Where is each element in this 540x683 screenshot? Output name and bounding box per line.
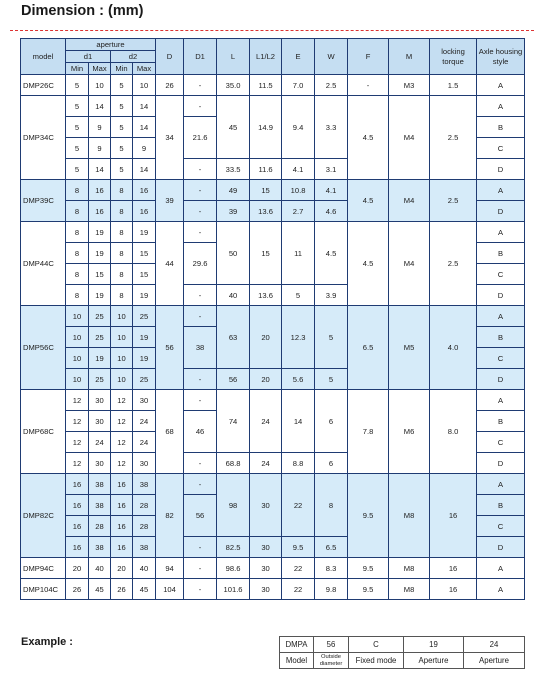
d2-max-cell: 19 [133,327,156,348]
d1-max-cell: 30 [89,411,111,432]
D-cell: 104 [156,579,184,600]
header-E: E [282,39,315,75]
D-cell: 39 [156,180,184,222]
W-cell: 6 [315,390,348,453]
model-cell: DMP82C [21,474,66,558]
axle-housing-style-cell: A [477,222,525,243]
axle-housing-style-cell: A [477,579,525,600]
d1-max-cell: 9 [89,138,111,159]
D1-cell: - [184,180,217,201]
F-cell: 4.5 [348,180,389,222]
axle-housing-style-cell: A [477,180,525,201]
d1-max-cell: 19 [89,285,111,306]
d1-min-cell: 5 [66,159,89,180]
axle-housing-style-cell: D [477,369,525,390]
header-model: model [21,39,66,75]
axle-housing-style-cell: C [477,264,525,285]
D-cell: 68 [156,390,184,474]
E-cell: 8.8 [282,453,315,474]
E-cell: 14 [282,390,315,453]
locking-torque-cell: 2.5 [430,222,477,306]
W-cell: 8 [315,474,348,537]
L-cell: 33.5 [217,159,250,180]
M-cell: M8 [389,558,430,579]
d2-min-cell: 10 [111,348,133,369]
d1-max-cell: 28 [89,516,111,537]
d1-min-cell: 10 [66,327,89,348]
E-cell: 7.0 [282,75,315,96]
d1-max-cell: 10 [89,75,111,96]
F-cell: 9.5 [348,558,389,579]
F-cell: 7.8 [348,390,389,474]
table-row [21,306,525,327]
example-value: C [349,637,404,653]
d2-max-cell: 15 [133,243,156,264]
d2-min-cell: 5 [111,159,133,180]
d2-min-cell: 16 [111,495,133,516]
d2-min-cell: 16 [111,537,133,558]
d2-max-cell: 19 [133,348,156,369]
L-cell: 74 [217,390,250,453]
d2-max-cell: 38 [133,537,156,558]
d1-min-cell: 12 [66,453,89,474]
M-cell: M4 [389,222,430,306]
axle-housing-style-cell: A [477,558,525,579]
d2-max-cell: 16 [133,201,156,222]
header-W: W [315,39,348,75]
d2-min-cell: 12 [111,453,133,474]
d1-max-cell: 19 [89,243,111,264]
d2-min-cell: 5 [111,117,133,138]
d2-max-cell: 24 [133,411,156,432]
d2-min-cell: 26 [111,579,133,600]
L-cell: 49 [217,180,250,201]
d2-max-cell: 30 [133,453,156,474]
axle-housing-style-cell: B [477,243,525,264]
axle-housing-style-cell: B [477,411,525,432]
locking-torque-cell: 2.5 [430,180,477,222]
d1-min-cell: 16 [66,516,89,537]
d2-max-cell: 16 [133,180,156,201]
d1-min-cell: 8 [66,285,89,306]
L-cell: 45 [217,96,250,159]
example-value: 56 [314,637,349,653]
header-locking-torque: locking torque [430,39,477,75]
F-cell: 9.5 [348,579,389,600]
d1-min-cell: 10 [66,306,89,327]
d1-max-cell: 16 [89,201,111,222]
d1-max-cell: 15 [89,264,111,285]
d1-max-cell: 14 [89,159,111,180]
d1-min-cell: 10 [66,348,89,369]
d1-max-cell: 14 [89,96,111,117]
L-cell: 68.8 [217,453,250,474]
axle-housing-style-cell: A [477,96,525,117]
axle-housing-style-cell: B [477,495,525,516]
d1-min-cell: 16 [66,537,89,558]
L-cell: 50 [217,222,250,285]
locking-torque-cell: 4.0 [430,306,477,390]
d2-max-cell: 9 [133,138,156,159]
d1-min-cell: 12 [66,411,89,432]
D-cell: 34 [156,96,184,180]
F-cell: 4.5 [348,222,389,306]
L-cell: 56 [217,369,250,390]
d1-max-cell: 30 [89,390,111,411]
page-title: Dimension : (mm) [21,3,144,19]
D-cell: 44 [156,222,184,306]
L-cell: 63 [217,306,250,369]
model-cell: DMP39C [21,180,66,222]
E-cell: 10.8 [282,180,315,201]
locking-torque-cell: 16 [430,579,477,600]
L-cell: 98.6 [217,558,250,579]
d1-max-cell: 19 [89,348,111,369]
example-label: Example : [21,636,73,648]
d1-max-cell: 9 [89,117,111,138]
M-cell: M3 [389,75,430,96]
W-cell: 9.8 [315,579,348,600]
M-cell: M4 [389,96,430,180]
E-cell: 22 [282,474,315,537]
table-row [21,474,525,495]
d1-min-cell: 26 [66,579,89,600]
d2-max-cell: 25 [133,369,156,390]
W-cell: 6.5 [315,537,348,558]
D1-cell: - [184,579,217,600]
L1L2-cell: 30 [250,558,282,579]
D1-cell: - [184,285,217,306]
d1-max-cell: 24 [89,432,111,453]
L1L2-cell: 15 [250,180,282,201]
d1-min-cell: 10 [66,369,89,390]
dimension-table [20,38,525,600]
d1-max-cell: 19 [89,222,111,243]
axle-housing-style-cell: D [477,159,525,180]
D1-cell: - [184,369,217,390]
D-cell: 82 [156,474,184,558]
header-axle-housing-style: Axle housing style [477,39,525,75]
M-cell: M5 [389,306,430,390]
D1-cell: 29.6 [184,243,217,285]
d2-min-cell: 20 [111,558,133,579]
example-value: DMPA [280,637,314,653]
d2-max-cell: 24 [133,432,156,453]
L-cell: 101.6 [217,579,250,600]
d1-max-cell: 25 [89,327,111,348]
d1-min-cell: 8 [66,243,89,264]
d1-min-cell: 5 [66,117,89,138]
d2-min-cell: 5 [111,75,133,96]
d2-min-cell: 12 [111,432,133,453]
d2-max-cell: 19 [133,285,156,306]
d1-max-cell: 30 [89,453,111,474]
L1L2-cell: 24 [250,453,282,474]
L1L2-cell: 13.6 [250,285,282,306]
F-cell: 9.5 [348,474,389,558]
header-d1-max: Max [89,63,111,75]
d2-min-cell: 8 [111,264,133,285]
header-d1: d1 [66,51,111,63]
d1-min-cell: 12 [66,432,89,453]
d1-min-cell: 20 [66,558,89,579]
E-cell: 5.6 [282,369,315,390]
table-row [21,75,525,96]
D1-cell: 38 [184,327,217,369]
d2-max-cell: 28 [133,495,156,516]
axle-housing-style-cell: B [477,327,525,348]
d1-min-cell: 16 [66,495,89,516]
d1-min-cell: 5 [66,96,89,117]
D1-cell: - [184,201,217,222]
L1L2-cell: 20 [250,306,282,369]
d1-min-cell: 8 [66,201,89,222]
W-cell: 6 [315,453,348,474]
d1-min-cell: 5 [66,75,89,96]
axle-housing-style-cell: C [477,516,525,537]
M-cell: M8 [389,579,430,600]
W-cell: 5 [315,369,348,390]
table-row [21,180,525,201]
F-cell: 4.5 [348,96,389,180]
D-cell: 56 [156,306,184,390]
E-cell: 2.7 [282,201,315,222]
d2-max-cell: 10 [133,75,156,96]
E-cell: 5 [282,285,315,306]
example-caption: Aperture [464,653,525,669]
E-cell: 22 [282,579,315,600]
D1-cell: - [184,159,217,180]
W-cell: 5 [315,306,348,369]
model-cell: DMP104C [21,579,66,600]
D1-cell: 21.6 [184,117,217,159]
W-cell: 4.6 [315,201,348,222]
d2-min-cell: 16 [111,516,133,537]
L1L2-cell: 13.6 [250,201,282,222]
D-cell: 94 [156,558,184,579]
E-cell: 22 [282,558,315,579]
E-cell: 12.3 [282,306,315,369]
locking-torque-cell: 16 [430,558,477,579]
d1-min-cell: 8 [66,222,89,243]
header-aperture: aperture [66,39,156,51]
axle-housing-style-cell: B [477,117,525,138]
model-cell: DMP34C [21,96,66,180]
header-D1: D1 [184,39,217,75]
example-caption: Aperture [404,653,464,669]
axle-housing-style-cell: A [477,75,525,96]
table-row [21,390,525,411]
axle-housing-style-cell: D [477,537,525,558]
L1L2-cell: 20 [250,369,282,390]
model-cell: DMP26C [21,75,66,96]
table-row [21,96,525,117]
L1L2-cell: 30 [250,537,282,558]
example-value: 24 [464,637,525,653]
M-cell: M8 [389,474,430,558]
locking-torque-cell: 1.5 [430,75,477,96]
L-cell: 82.5 [217,537,250,558]
F-cell: 6.5 [348,306,389,390]
example-caption: Fixed mode [349,653,404,669]
d2-min-cell: 10 [111,327,133,348]
header-d2-min: Min [111,63,133,75]
W-cell: 4.5 [315,222,348,285]
table-row [21,579,525,600]
d1-max-cell: 38 [89,495,111,516]
axle-housing-style-cell: A [477,306,525,327]
L1L2-cell: 11.6 [250,159,282,180]
L1L2-cell: 30 [250,474,282,537]
d1-max-cell: 25 [89,306,111,327]
d2-min-cell: 8 [111,285,133,306]
locking-torque-cell: 2.5 [430,96,477,180]
d1-min-cell: 8 [66,264,89,285]
D1-cell: - [184,222,217,243]
d2-max-cell: 30 [133,390,156,411]
D-cell: 26 [156,75,184,96]
axle-housing-style-cell: C [477,348,525,369]
axle-housing-style-cell: C [477,432,525,453]
D1-cell: - [184,306,217,327]
axle-housing-style-cell: D [477,201,525,222]
example-caption: Outside diameter [314,653,349,669]
d2-max-cell: 14 [133,96,156,117]
D1-cell: 56 [184,495,217,537]
table-row [21,222,525,243]
d2-max-cell: 14 [133,117,156,138]
D1-cell: - [184,474,217,495]
axle-housing-style-cell: D [477,285,525,306]
M-cell: M6 [389,390,430,474]
model-cell: DMP68C [21,390,66,474]
L-cell: 98 [217,474,250,537]
d1-max-cell: 25 [89,369,111,390]
d2-min-cell: 8 [111,180,133,201]
d2-min-cell: 10 [111,306,133,327]
E-cell: 11 [282,222,315,285]
L1L2-cell: 11.5 [250,75,282,96]
D1-cell: - [184,558,217,579]
d2-min-cell: 16 [111,474,133,495]
d2-min-cell: 8 [111,201,133,222]
E-cell: 9.5 [282,537,315,558]
L1L2-cell: 30 [250,579,282,600]
d2-max-cell: 28 [133,516,156,537]
W-cell: 8.3 [315,558,348,579]
L1L2-cell: 14.9 [250,96,282,159]
example-value: 19 [404,637,464,653]
header-d2: d2 [111,51,156,63]
locking-torque-cell: 16 [430,474,477,558]
F-cell: - [348,75,389,96]
d1-min-cell: 16 [66,474,89,495]
W-cell: 4.1 [315,180,348,201]
d2-min-cell: 8 [111,222,133,243]
W-cell: 2.5 [315,75,348,96]
E-cell: 9.4 [282,96,315,159]
dashed-divider [10,30,534,31]
D1-cell: - [184,453,217,474]
d2-min-cell: 10 [111,369,133,390]
W-cell: 3.3 [315,96,348,159]
header-D: D [156,39,184,75]
d2-max-cell: 45 [133,579,156,600]
L-cell: 40 [217,285,250,306]
d2-min-cell: 12 [111,390,133,411]
axle-housing-style-cell: D [477,453,525,474]
header-L: L [217,39,250,75]
model-cell: DMP56C [21,306,66,390]
table-row [21,558,525,579]
D1-cell: - [184,96,217,117]
header-M: M [389,39,430,75]
d2-min-cell: 12 [111,411,133,432]
D1-cell: - [184,75,217,96]
d2-min-cell: 5 [111,96,133,117]
d2-max-cell: 15 [133,264,156,285]
d2-min-cell: 8 [111,243,133,264]
E-cell: 4.1 [282,159,315,180]
D1-cell: - [184,390,217,411]
axle-housing-style-cell: A [477,474,525,495]
header-d1-min: Min [66,63,89,75]
M-cell: M4 [389,180,430,222]
d1-max-cell: 38 [89,537,111,558]
d1-max-cell: 16 [89,180,111,201]
L1L2-cell: 15 [250,222,282,285]
d2-max-cell: 19 [133,222,156,243]
header-d2-max: Max [133,63,156,75]
d1-min-cell: 12 [66,390,89,411]
L-cell: 35.0 [217,75,250,96]
example-table [279,636,525,669]
L-cell: 39 [217,201,250,222]
model-cell: DMP44C [21,222,66,306]
d2-min-cell: 5 [111,138,133,159]
d2-max-cell: 14 [133,159,156,180]
d2-max-cell: 38 [133,474,156,495]
L1L2-cell: 24 [250,390,282,453]
d2-max-cell: 40 [133,558,156,579]
example-caption: Model [280,653,314,669]
D1-cell: 46 [184,411,217,453]
d1-max-cell: 45 [89,579,111,600]
axle-housing-style-cell: C [477,138,525,159]
d1-min-cell: 8 [66,180,89,201]
d1-max-cell: 38 [89,474,111,495]
D1-cell: - [184,537,217,558]
locking-torque-cell: 8.0 [430,390,477,474]
axle-housing-style-cell: A [477,390,525,411]
model-cell: DMP94C [21,558,66,579]
W-cell: 3.1 [315,159,348,180]
W-cell: 3.9 [315,285,348,306]
header-L1L2: L1/L2 [250,39,282,75]
header-F: F [348,39,389,75]
d2-max-cell: 25 [133,306,156,327]
d1-min-cell: 5 [66,138,89,159]
d1-max-cell: 40 [89,558,111,579]
